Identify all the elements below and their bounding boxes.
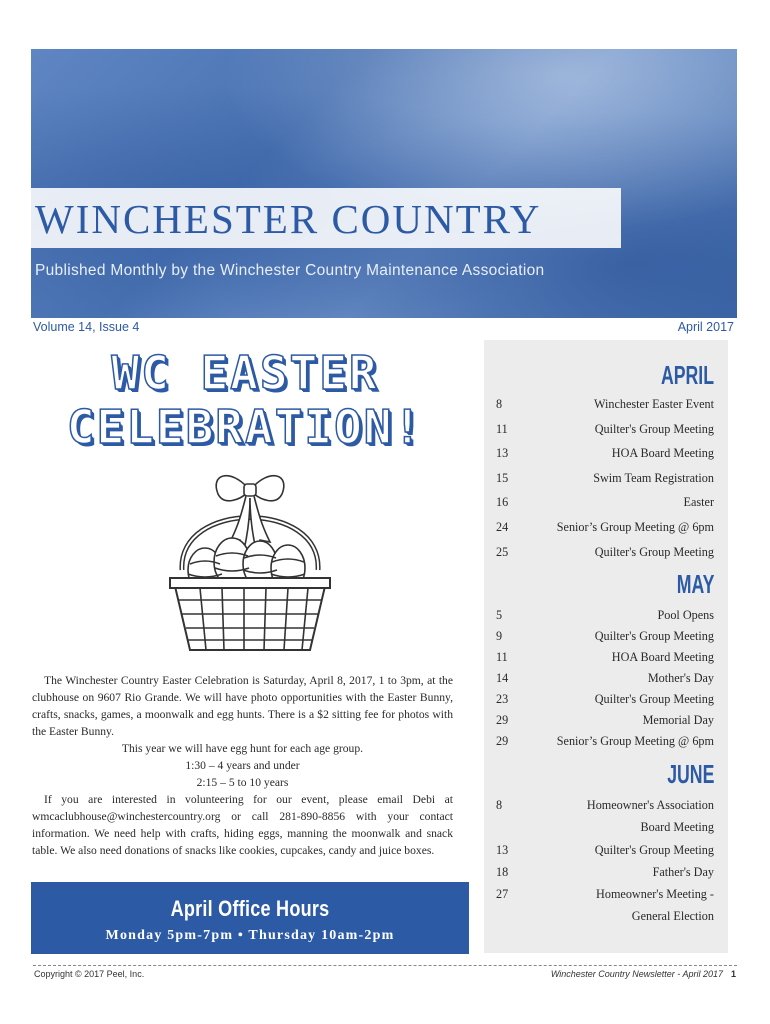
event-name: Quilter's Group Meeting	[594, 422, 714, 436]
volume-issue: Volume 14, Issue 4	[33, 320, 140, 334]
event-day: 27	[496, 887, 509, 901]
office-hours-times: Monday 5pm-7pm • Thursday 10am-2pm	[105, 928, 395, 943]
event-day: 25	[496, 545, 509, 559]
event-day: 8	[496, 798, 503, 812]
event-name: Quilter's Group Meeting	[594, 545, 714, 559]
page-number: 1	[730, 969, 736, 979]
article-easter-celebration	[32, 672, 453, 859]
event-name: Homeowner's Meeting -	[596, 887, 714, 901]
event-day: 23	[496, 692, 509, 706]
article-paragraph: The Winchester Country Easter Celebration is Saturday, April 8, 2017, 1 to 3pm, at the clubhouse on 9607 Rio Grande. We will have photo opportunities with the Easter Bunny, crafts, snacks, games, a moonwalk and egg hunts. There is a $2 sitting fee for photos with the Easter Bunny.	[32, 674, 453, 738]
event-name: Mother's Day	[647, 671, 714, 685]
event-day: 29	[496, 713, 509, 727]
event-name: Quilter's Group Meeting	[594, 629, 714, 643]
footer-publication-name: Winchester Country Newsletter - April 2017	[550, 969, 723, 979]
month-heading-april: APRIL	[660, 360, 714, 390]
event-name: Swim Team Registration	[593, 471, 714, 485]
article-paragraph: If you are interested in volunteering for our event, please email Debi at wmcaclubhouse@winchestercountry.org or call 281-890-8856 with your contact information. We need help with crafts, hiding eggs, manning the moonwalk and snack table. We also need donations of snacks like cookies, cupcakes, candy and juice boxes.	[32, 793, 453, 857]
footer-publication	[551, 969, 736, 979]
masthead-subtitle: Published Monthly by the Winchester Country Maintenance Association	[35, 262, 545, 279]
footer-divider	[33, 965, 737, 966]
event-name: General Election	[631, 909, 714, 923]
headline	[60, 346, 430, 454]
event-name: Easter	[683, 495, 714, 509]
office-hours-title: April Office Hours	[170, 896, 330, 921]
event-day: 18	[496, 865, 509, 879]
headline-line-1: WC EASTER	[111, 346, 379, 400]
age-group-item: 1:30 – 4 years and under	[185, 759, 300, 772]
headline-line-2: CELEBRATION!	[66, 400, 424, 454]
events-calendar	[484, 340, 728, 953]
age-group-item: 2:15 – 5 to 10 years	[196, 776, 289, 789]
footer-copyright: Copyright © 2017 Peel, Inc.	[34, 969, 145, 979]
event-name: HOA Board Meeting	[611, 650, 714, 664]
event-name: Board Meeting	[640, 820, 714, 834]
office-hours-box	[31, 882, 469, 954]
event-day: 5	[496, 608, 503, 622]
event-day: 29	[496, 734, 509, 748]
event-name: Winchester Easter Event	[594, 397, 714, 411]
easter-basket-icon	[160, 460, 340, 660]
event-name: Quilter's Group Meeting	[594, 843, 714, 857]
masthead-banner	[31, 49, 737, 318]
event-day: 14	[496, 671, 509, 685]
event-day: 13	[496, 843, 509, 857]
event-name: Homeowner's Association	[586, 798, 714, 812]
event-name: Quilter's Group Meeting	[594, 692, 714, 706]
event-day: 24	[496, 520, 509, 534]
event-day: 11	[496, 422, 508, 436]
issue-date: April 2017	[677, 320, 734, 334]
event-name: HOA Board Meeting	[611, 446, 714, 460]
event-day: 11	[496, 650, 508, 664]
event-name: Senior’s Group Meeting @ 6pm	[556, 520, 714, 534]
event-day: 13	[496, 446, 509, 460]
event-day: 9	[496, 629, 503, 643]
event-day: 16	[496, 495, 509, 509]
event-name: Senior’s Group Meeting @ 6pm	[556, 734, 714, 748]
masthead-title: WINCHESTER COUNTRY	[35, 196, 542, 242]
event-name: Pool Opens	[657, 608, 714, 622]
event-day: 8	[496, 397, 503, 411]
event-day: 15	[496, 471, 509, 485]
event-name: Memorial Day	[642, 713, 714, 727]
month-heading-may: MAY	[676, 569, 714, 599]
month-heading-june: JUNE	[666, 759, 714, 789]
event-name: Father's Day	[652, 865, 714, 879]
article-paragraph: This year we will have egg hunt for each age group.	[121, 742, 364, 755]
